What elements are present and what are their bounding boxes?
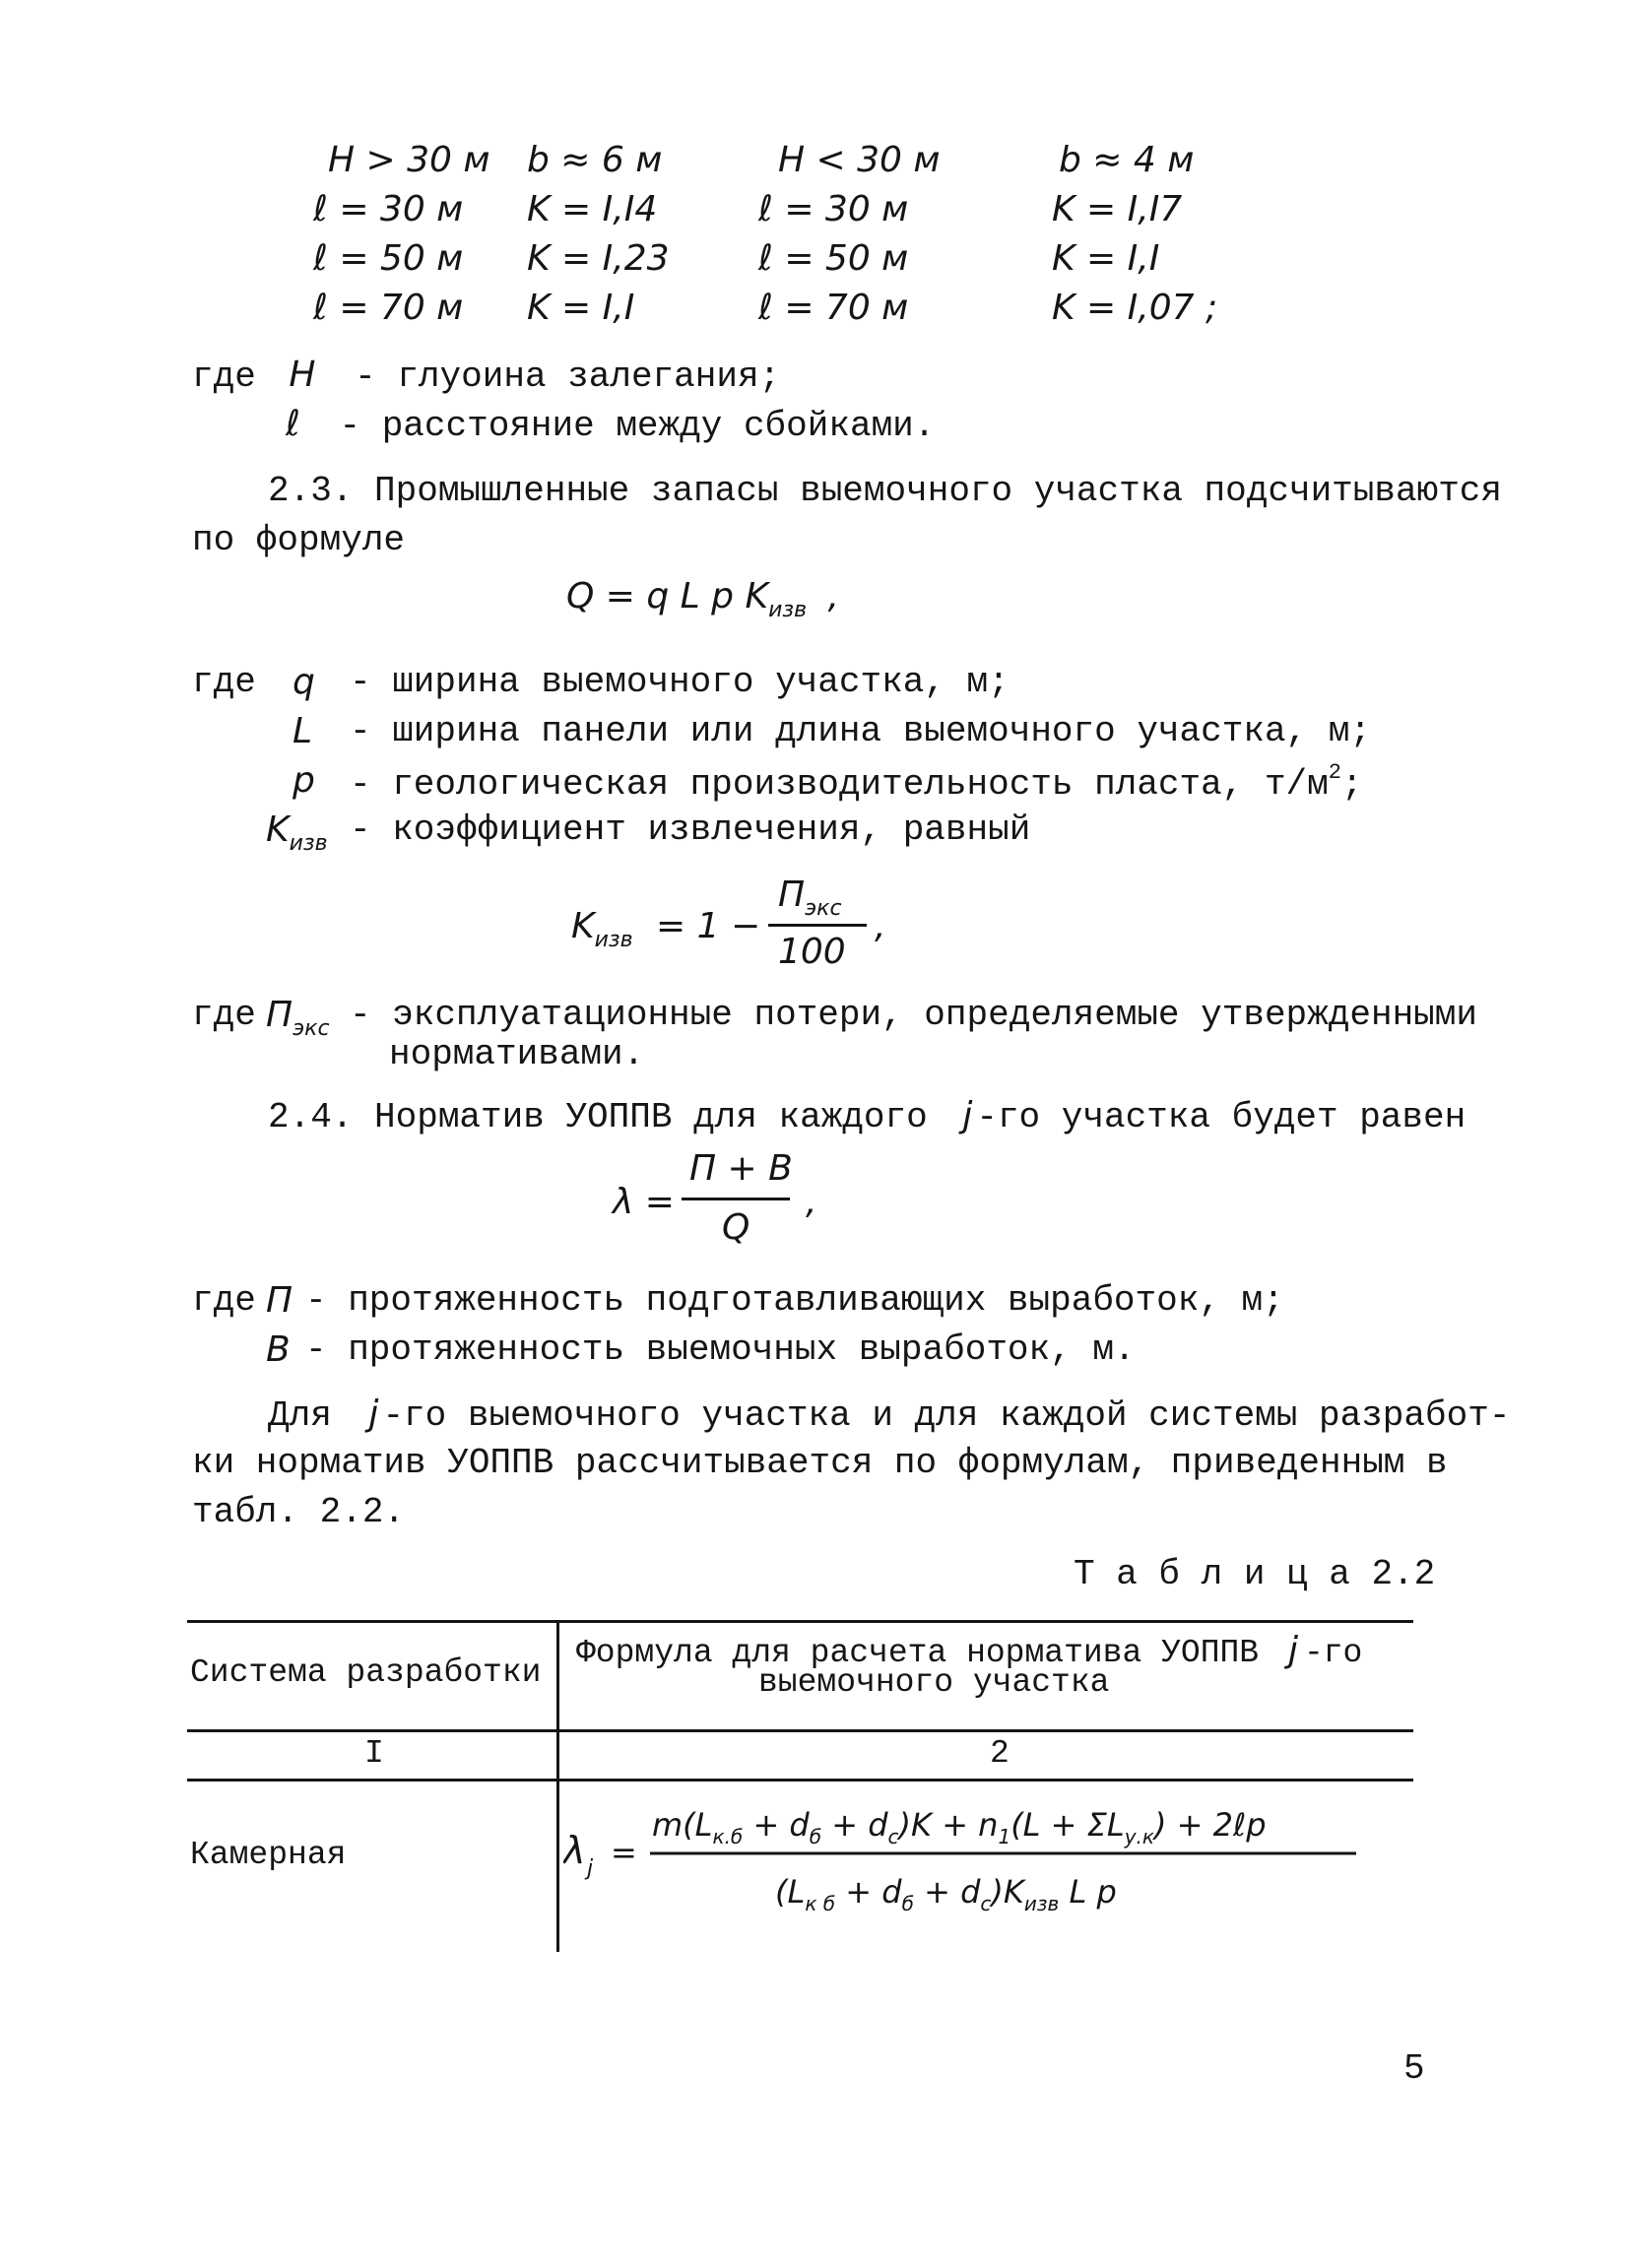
fraction-line bbox=[682, 1198, 790, 1200]
formula-q bbox=[566, 576, 839, 622]
param-cell: K = I,I4 bbox=[527, 189, 658, 229]
legend-line bbox=[192, 662, 256, 702]
formula-lambda-denominator: Q bbox=[722, 1207, 750, 1248]
paragraph-2-3-line1: 2.3. Промышленные запасы выемочного участка подсчитываются bbox=[268, 471, 1503, 511]
legend-text: - геологическая производительность пласта, т/м bbox=[350, 764, 1329, 805]
formula-k-symbol: K bbox=[571, 906, 595, 946]
legend-text: - глуоина залегания; bbox=[355, 356, 781, 397]
legend-text: - расстояние между сбойками. bbox=[339, 406, 936, 446]
paragraph-final-line2: ки норматив УОППВ рассчитывается по формулам, приведенным в bbox=[192, 1443, 1448, 1483]
param-cell: ℓ = 70 м bbox=[758, 288, 909, 328]
formula-denominator: $(L_{к б} + d_б + d_с)K_{изв}$ L p bbox=[775, 1873, 1117, 1915]
paragraph-final-line3: табл. 2.2. bbox=[192, 1492, 406, 1532]
paragraph-text: -го выемочного участка и для каждой системы разработ- bbox=[382, 1395, 1511, 1436]
legend-prefix: где bbox=[192, 356, 256, 397]
param-cell: K = I,I7 bbox=[1052, 189, 1183, 229]
paragraph-2-3-line2: по формуле bbox=[192, 520, 406, 560]
legend-text: - ширина панели или длина выемочного участка, м; bbox=[350, 711, 1371, 751]
param-cell: ℓ = 30 м bbox=[758, 189, 909, 229]
legend-prefix: где bbox=[192, 662, 256, 702]
formula-k-lhs bbox=[571, 906, 760, 952]
param-cell: b ≈ 4 м bbox=[1059, 140, 1195, 180]
legend-text: - эксплуатационные потери, определяемые утвержденными bbox=[350, 995, 1477, 1035]
legend-symbol: H bbox=[289, 355, 316, 395]
legend-text: - ширина выемочного участка, м; bbox=[350, 662, 1010, 702]
table-caption: Т а б л и ц а 2.2 bbox=[1074, 1554, 1436, 1594]
svg-text:=: = bbox=[611, 1834, 637, 1871]
table-rule bbox=[187, 1779, 1413, 1782]
param-cell: H < 30 м bbox=[778, 140, 941, 180]
legend-text-with-sup bbox=[350, 760, 1363, 805]
legend-symbol-sub: изв bbox=[289, 831, 328, 856]
paragraph-text: Для bbox=[268, 1395, 332, 1436]
legend-text: нормативами. bbox=[389, 1034, 645, 1074]
legend-symbol: В bbox=[266, 1329, 291, 1370]
legend-symbol: q bbox=[293, 662, 315, 702]
table-col-number: I bbox=[364, 1735, 384, 1772]
table-rule bbox=[187, 1620, 1413, 1623]
legend-symbol: П bbox=[266, 1280, 293, 1321]
legend-symbol: p bbox=[293, 760, 315, 801]
legend-symbol-sub: экс bbox=[293, 1016, 330, 1041]
fraction-line bbox=[768, 924, 867, 927]
legend-tail: ; bbox=[1340, 764, 1363, 805]
table-header-formula-line2: выемочного участка bbox=[758, 1664, 1110, 1701]
param-cell: b ≈ 6 м bbox=[527, 140, 663, 180]
formula-k-numerator bbox=[778, 875, 842, 921]
table-column-divider bbox=[556, 1622, 559, 1952]
formula-k-num-sub: экс bbox=[805, 896, 842, 921]
paragraph-2-4 bbox=[268, 1095, 1466, 1137]
formula-lambda-lhs: λ = bbox=[613, 1182, 675, 1222]
legend-prefix: где bbox=[192, 1280, 256, 1321]
param-cell: ℓ = 50 м bbox=[313, 238, 464, 279]
formula-lhs-sub: j bbox=[587, 1856, 594, 1881]
legend-symbol-main: П bbox=[266, 995, 293, 1035]
param-cell: K = I,I bbox=[1052, 238, 1160, 279]
formula-numerator: $m(L_{к.б} + d_б + d_с)K + n_1(L + \Sigma L_{у.к})$ + 2ℓp bbox=[652, 1806, 1267, 1848]
param-cell: H > 30 м bbox=[328, 140, 490, 180]
formula-lhs: λ bbox=[563, 1829, 586, 1872]
legend-symbol: L bbox=[293, 711, 313, 751]
param-cell: K = I,I bbox=[527, 288, 635, 328]
formula-k-denominator: 100 bbox=[778, 932, 846, 972]
paragraph-symbol: j bbox=[368, 1393, 379, 1434]
legend-line bbox=[192, 355, 780, 397]
param-cell: K = I,23 bbox=[527, 238, 670, 279]
paragraph-text: -го участка будет равен bbox=[976, 1097, 1466, 1137]
formula-k-tail: , bbox=[875, 906, 886, 946]
table-row-system: Камерная bbox=[190, 1837, 347, 1873]
page-number: 5 bbox=[1403, 2048, 1425, 2089]
param-cell: K = I,07 ; bbox=[1052, 288, 1218, 328]
param-cell: ℓ = 30 м bbox=[313, 189, 464, 229]
param-cell: ℓ = 70 м bbox=[313, 288, 464, 328]
param-cell: ℓ = 50 м bbox=[758, 238, 909, 279]
paragraph-symbol: j bbox=[962, 1095, 973, 1135]
formula-lambda-tail: , bbox=[806, 1182, 817, 1222]
table-row-formula bbox=[563, 1794, 1391, 1922]
legend-sup: 2 bbox=[1328, 760, 1341, 785]
table-header-text: Формула для расчета норматива УОППВ bbox=[576, 1635, 1260, 1671]
formula-k-num: П bbox=[778, 875, 806, 915]
formula-q-sub: изв bbox=[768, 598, 808, 622]
legend-text: - протяженность подготавливающих выработок, м; bbox=[305, 1280, 1284, 1321]
legend-line bbox=[286, 404, 935, 446]
paragraph-text: 2.4. Норматив УОППВ для каждого bbox=[268, 1097, 928, 1137]
legend-text: - коэффициент извлечения, равный bbox=[350, 810, 1031, 850]
legend-symbol: ℓ bbox=[286, 404, 300, 444]
paragraph-final-line1 bbox=[268, 1393, 1510, 1436]
formula-k-sub: изв bbox=[594, 928, 633, 952]
table-rule bbox=[187, 1729, 1413, 1732]
table-col-number: 2 bbox=[990, 1735, 1010, 1772]
legend-symbol-main: K bbox=[266, 810, 290, 850]
table-header-system: Система разработки bbox=[190, 1654, 542, 1691]
legend-prefix: где bbox=[192, 995, 256, 1035]
legend-symbol bbox=[266, 810, 328, 856]
legend-symbol bbox=[266, 995, 330, 1041]
formula-q-tail: , bbox=[827, 576, 839, 616]
legend-text: - протяженность выемочных выработок, м. bbox=[305, 1329, 1136, 1370]
formula-k-eq: = 1 − bbox=[656, 906, 761, 946]
formula-lambda-numerator: П + В bbox=[689, 1148, 793, 1189]
formula-q-main: Q = q L p K bbox=[566, 576, 769, 616]
table-header-symbol: j bbox=[1287, 1630, 1298, 1670]
table-header-text: -го bbox=[1303, 1635, 1363, 1671]
